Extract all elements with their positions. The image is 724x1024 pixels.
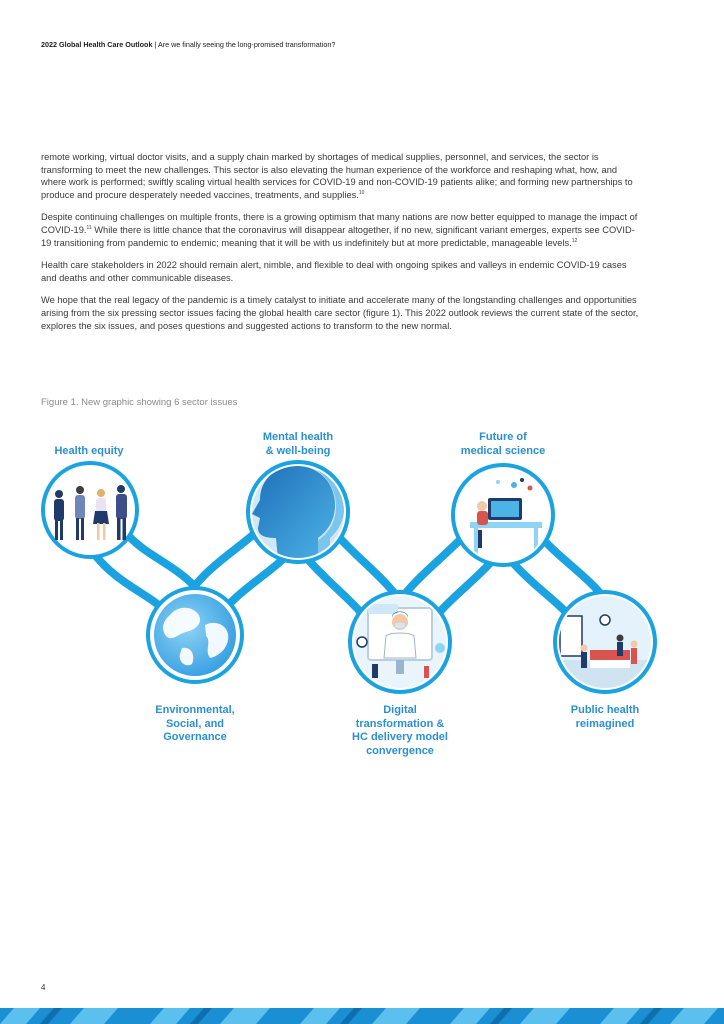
issue-label-public-health: Public health reimagined [570, 704, 640, 730]
globe-icon [148, 588, 242, 682]
paragraph: Despite continuing challenges on multiple fronts, there is a growing optimism that many nations are now better equipped to manage the impact of COVID-19.11 While there is little chance that the coronavirus will disappear altogether, if no new, significant variant emerges, experts see COVID-19 transitioning from pandemic to endemic; meaning that it will be with us indefinitely but at more predictable, manageable levels.$^{12}$ [41, 212, 638, 248]
footer-stripe-band [0, 1008, 724, 1024]
issue-label-future-medical-science: Future of medical science [460, 431, 546, 457]
virtual-doctor-icon [350, 592, 450, 692]
issue-label-digital-transformation: Digital transformation & HC delivery model convergence [352, 704, 448, 757]
header-separator: | [154, 40, 157, 49]
clinic-icon [555, 592, 655, 692]
footnote-ref: 10 [358, 189, 365, 196]
issue-label-mental-health: Mental health & well-being [262, 431, 334, 457]
sector-issues-infographic [0, 410, 724, 770]
paragraph: We hope that the real legacy of the pandemic is a timely catalyst to initiate and accelerate many of the longstanding challenges and opportunities arising from the six pressing sector issues facing the global health care sector (figure 1). This 2022 outlook reviews the current state of the sector, explores the six issues, and poses questions and suggested actions to transform to the new normal. [41, 295, 639, 331]
people-icon [43, 463, 137, 557]
footnote-ref: 11 [86, 224, 92, 231]
figure-caption: Figure 1. New graphic showing 6 sector issues [41, 397, 238, 408]
issue-label-esg: Environmental, Social, and Governance [155, 704, 235, 743]
paragraph: Health care stakeholders in 2022 should remain alert, nimble, and flexible to deal with ongoing spikes and valleys in endemic COVID-19 cases and deaths and other communicable diseases. [41, 260, 627, 283]
issue-label-health-equity: Health equity [54, 445, 124, 457]
header-title: 2022 Global Health Care Outlook [41, 40, 153, 49]
body-text [41, 151, 641, 342]
page-number: 4 [41, 983, 46, 992]
lab-scientist-icon [453, 465, 555, 567]
paragraph: remote working, virtual doctor visits, and a supply chain marked by shortages of medical supplies, personnel, and services, the sector is transforming to meet the new challenges. This sector is also elevating the human experience of the workforce and reshaping what, how, and where work is performed; swiftly scaling virtual health services for COVID-19 and non-COVID-19 patients alike; and forming new partnerships to produce and procure desperately needed vaccines, treatments, and supplies.$^{10}$ [41, 152, 633, 200]
header-subtitle: Are we finally seeing the long-promised transformation? [157, 40, 336, 49]
footnote-ref: 12 [571, 237, 578, 244]
running-header [41, 40, 681, 49]
